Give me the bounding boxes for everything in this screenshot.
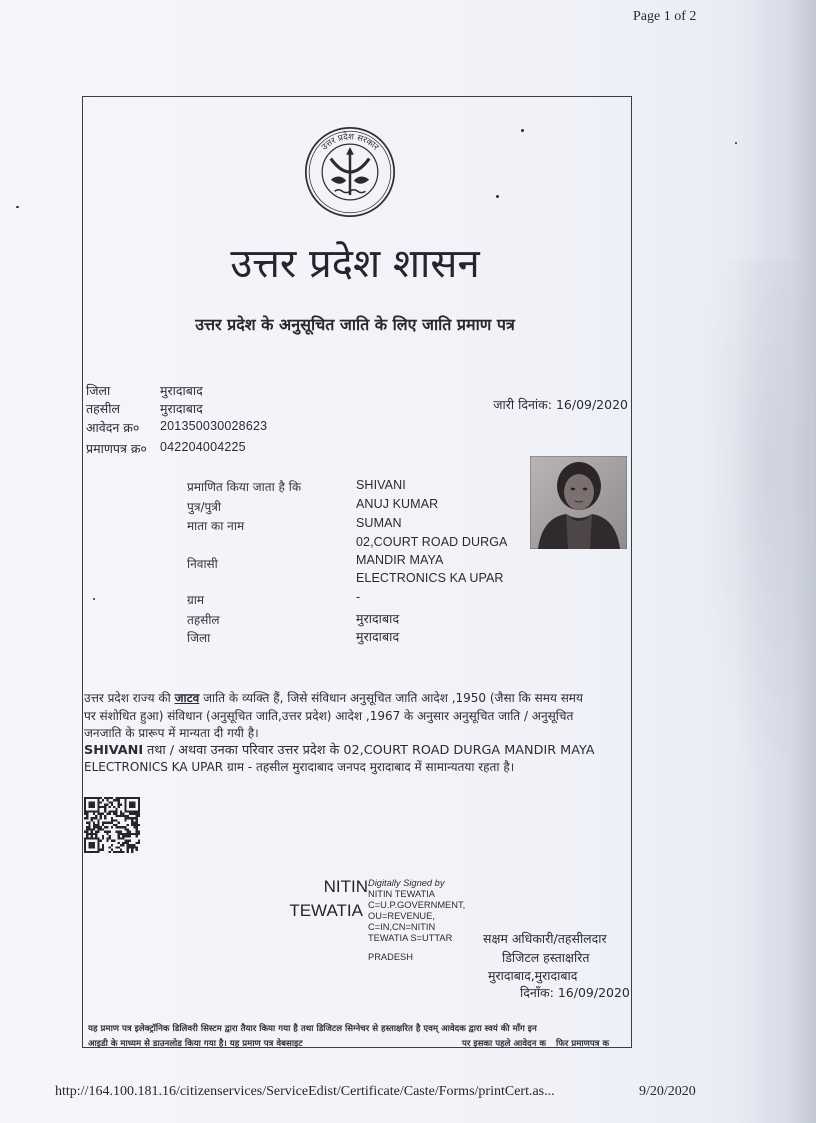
certified-name: SHIVANI: [356, 478, 406, 492]
signature-line: TEWATIA S=UTTAR: [368, 933, 453, 943]
resident-label: निवासी: [187, 557, 218, 571]
authority-designation: सक्षम अधिकारी/तहसीलदार: [483, 931, 607, 946]
certificate-number-label: प्रमाणपत्र क्र०: [86, 441, 147, 456]
signature-line: Digitally Signed by: [368, 878, 445, 888]
details-district-value: मुरादाबाद: [356, 629, 400, 644]
resident-address-line: MANDIR MAYA: [356, 553, 444, 567]
signature-line: C=IN,CN=NITIN: [368, 922, 436, 932]
signature-line: PRADESH: [368, 952, 413, 962]
scan-speck: [16, 206, 19, 208]
certified-label: प्रमाणित किया जाता है कि: [187, 480, 302, 494]
details-district-label: जिला: [187, 631, 211, 645]
district-label: जिला: [86, 383, 111, 398]
mother-name: SUMAN: [356, 516, 402, 530]
application-number-value: 201350030028623: [160, 419, 268, 433]
scan-speck: [735, 142, 737, 144]
print-url: http://164.100.181.16/citizenservices/ServiceEdist/Certificate/Caste/Forms/printCert.as...: [55, 1084, 555, 1099]
body-line: ELECTRONICS KA UPAR ग्राम - तहसील मुरादाबाद जनपद मुरादाबाद में सामान्यतया रहता है।: [84, 760, 515, 774]
body-line: [84, 740, 632, 758]
resident-address-line: ELECTRONICS KA UPAR: [356, 571, 504, 585]
district-value: मुरादाबाद: [160, 383, 203, 398]
details-tehsil-value: मुरादाबाद: [356, 611, 400, 626]
footer-note-line: आइडी के माध्यम से डाउनलोड किया गया है। यह प्रमाण पत्र वेबसाइट: [88, 1039, 303, 1049]
parent-label: पुत्र/पुत्री: [187, 500, 222, 514]
document-title: उत्तर प्रदेश शासन: [230, 241, 480, 287]
caste-name: जाटव: [174, 691, 200, 705]
qr-code: [84, 797, 140, 853]
body-line: [84, 689, 632, 706]
village-value: -: [356, 590, 361, 604]
signature-line: NITIN TEWATIA: [368, 889, 435, 899]
body-text: जाति के व्यक्ति हैं, जिसे संविधान अनुसूचित जाति आदेश ,1950 (जैसा कि समय समय: [203, 691, 583, 705]
signature-line: OU=REVENUE,: [368, 911, 435, 921]
resident-name: SHIVANI: [84, 743, 144, 758]
signer-name-last: TEWATIA: [289, 901, 363, 920]
footer-note-line: फिर प्रमाणपत्र क: [556, 1039, 610, 1049]
footer-note-line: पर इसका पहले आवेदन क: [462, 1039, 546, 1049]
applicant-photo: [530, 456, 627, 549]
body-text: तथा / अथवा उनका परिवार उत्तर प्रदेश के 02,COURT ROAD DURGA MANDIR MAYA: [146, 743, 595, 758]
authority-digital-signed: डिजिटल हस्ताक्षरित: [502, 950, 590, 965]
resident-address-line: 02,COURT ROAD DURGA: [356, 535, 508, 549]
print-date: 9/20/2020: [639, 1084, 696, 1099]
tehsil-value: मुरादाबाद: [160, 401, 203, 416]
village-label: ग्राम: [187, 593, 205, 607]
tehsil-label: तहसील: [86, 401, 120, 416]
certificate-number-value: 042204004225: [160, 440, 246, 454]
body-line: जनजाति के प्रारूप में मान्यता दी गयी है।: [84, 726, 259, 740]
issue-date: जारी दिनांक: 16/09/2020: [493, 397, 628, 412]
up-government-emblem: [302, 124, 398, 220]
signature-line: C=U.P.GOVERNMENT,: [368, 900, 466, 910]
document-subtitle: उत्तर प्रदेश के अनुसूचित जाति के लिए जाति प्रमाण पत्र: [195, 315, 515, 334]
authority-date: दिनाँक: 16/09/2020: [520, 985, 630, 1000]
signer-name-first: NITIN: [323, 877, 368, 896]
body-line: पर संशोधित हुआ) संविधान (अनुसूचित जाति,उत्तर प्रदेश) आदेश ,1967 के अनुसार अनुसूचित जाति / अनुसूचित: [84, 709, 574, 723]
body-text: उत्तर प्रदेश राज्य की: [84, 691, 171, 705]
application-number-label: आवेदन क्र०: [86, 420, 140, 435]
parent-name: ANUJ KUMAR: [356, 497, 439, 511]
scan-shadow: [700, 260, 810, 780]
mother-label: माता का नाम: [187, 519, 245, 533]
digital-signature-details: [368, 878, 465, 944]
details-tehsil-label: तहसील: [187, 613, 220, 627]
footer-note-line: यह प्रमाण पत्र इलेक्ट्रॉनिक डिलिवरी सिस्टम द्वारा तैयार किया गया है तथा डिजिटल सिग्नेचर से हस्ताक्षरित है एवम् आवेदक द्वारा स्वयं की माँग इन: [88, 1024, 537, 1034]
emblem-lettering: उत्तर प्रदेश सरकार: [319, 132, 381, 153]
authority-location: मुरादाबाद,मुरादाबाद: [488, 968, 578, 983]
page-number: Page 1 of 2: [633, 9, 697, 24]
